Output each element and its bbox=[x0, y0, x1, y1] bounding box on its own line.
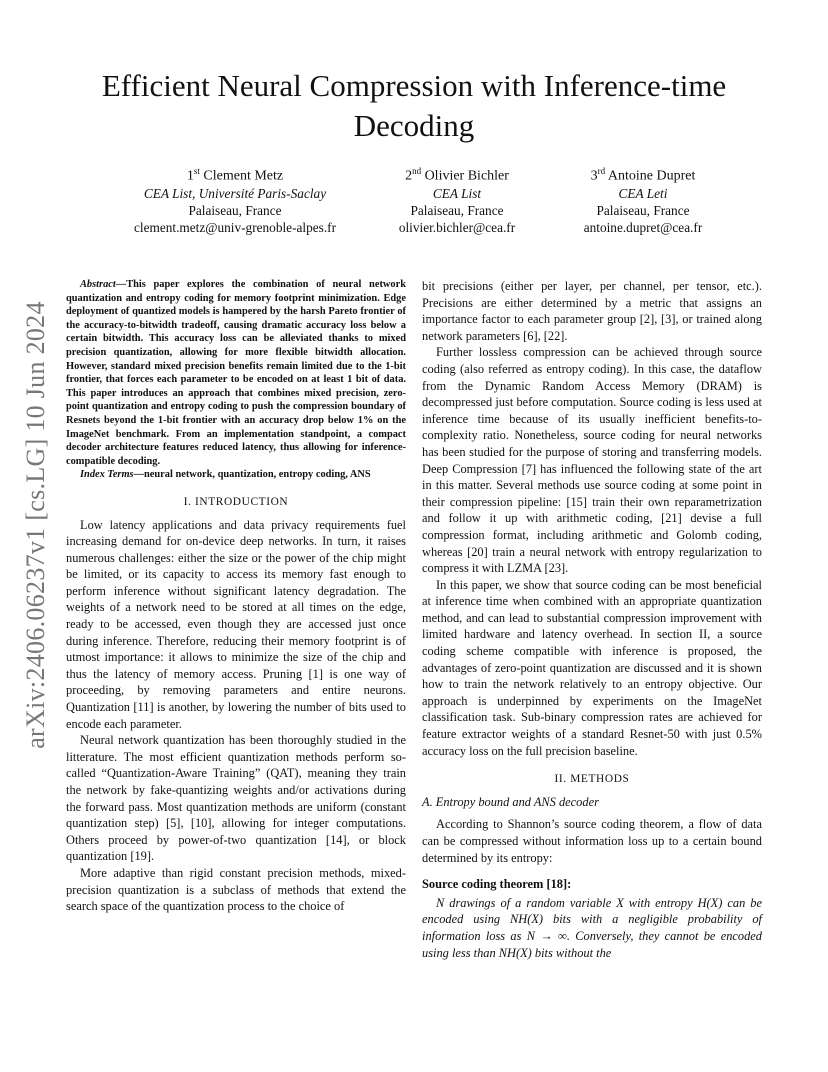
abstract bbox=[66, 278, 406, 468]
paragraph: More adaptive than rigid constant precision methods, mixed-precision quantization is a subclass of methods that extend the search space of the quantization process to the choice of bbox=[66, 865, 406, 914]
author-affiliation: CEA List, Université Paris-Saclay bbox=[143, 185, 327, 201]
index-terms-text: —neural network, quantization, entropy coding, ANS bbox=[133, 469, 371, 481]
author-ordinal: 2 bbox=[405, 168, 413, 184]
author-ordinal: 3 bbox=[590, 168, 598, 184]
theorem-title: Source coding theorem [18]: bbox=[422, 877, 572, 892]
author-ordinal-suffix: st bbox=[193, 166, 200, 176]
paragraph: bit precisions (either per layer, per channel, per tensor, etc.). Precisions are either determined by a metric that assigns an importance factor to each parameter group [2], [3], or trained along network parameters [6], [22]. bbox=[422, 279, 762, 343]
author-email: olivier.bichler@cea.fr bbox=[398, 219, 516, 235]
index-terms-label: Index Terms bbox=[80, 469, 134, 481]
author-name: Clement Metz bbox=[203, 168, 284, 184]
author-ordinal: 1 bbox=[186, 168, 194, 184]
left-column bbox=[66, 278, 406, 915]
paragraph: According to Shannon’s source coding theorem, a flow of data can be compressed without information loss up to a certain bound determined by its entropy: bbox=[422, 817, 762, 865]
author-ordinal-suffix: rd bbox=[597, 166, 606, 176]
paragraph: Neural network quantization has been thoroughly studied in the litterature. The most efficient quantization methods perform so-called “Quantization-Aware Training” (QAT), meaning they train the network by fake-quantizing weights and/or activations during the forward pass. Most quantization methods are uniform (constant quantization step) [5], [10], allowing for integer computations. Others proceed by power-of-two quantization [14], or block quantization [19]. bbox=[66, 733, 406, 864]
author-1 bbox=[120, 163, 350, 236]
theorem-text: N drawings of a random variable X with entropy H(X) can be encoded using NH(X) bits with a negligible probability of information loss as N → ∞. Conversely, they cannot be encoded using less than NH(X) bits without the bbox=[422, 895, 762, 960]
author-city: Palaiseau, France bbox=[596, 202, 690, 218]
index-terms bbox=[66, 468, 406, 482]
author-affiliation: CEA Leti bbox=[618, 185, 668, 201]
author-city: Palaiseau, France bbox=[188, 202, 282, 218]
author-ordinal-suffix: nd bbox=[412, 166, 422, 176]
paragraph: In this paper, we show that source coding can be most beneficial at inference time when combined with an appropriate quantization method, and can lead to substantial compression improvement with limited hardware and latency overhead. In section II, a source coding scheme compatible with inference is proposed, the advantages of zero-point quantization are discussed and it is shown how to train the network relatively to an entropy objective. Our approach is underpinned by experiments on the ImageNet classification task. Sub-binary compression rates are achieved for feature extractor weights of a standard Resnet-50 with just 0.5% accuracy loss on the full precision baseline. bbox=[422, 577, 762, 758]
section-heading-introduction: I. INTRODUCTION bbox=[183, 495, 289, 508]
author-3 bbox=[558, 163, 728, 236]
arxiv-identifier: arXiv:2406.06237v1 [cs.LG] 10 Jun 2024 bbox=[21, 301, 50, 749]
author-name: Antoine Dupret bbox=[607, 168, 696, 184]
author-email: antoine.dupret@cea.fr bbox=[583, 219, 703, 235]
section-heading-methods: II. METHODS bbox=[554, 773, 630, 786]
paragraph: Further lossless compression can be achieved through source coding (also referred as entropy coding). In this case, the dataflow from the Dynamic Random Access Memory (DRAM) is decompressed just before computation. Source coding is less used at inference time because of its usually inefficient benefits-to-complexity ratio. Nonetheless, source coding for neural networks has been studied for the purpose of storing and transferring models. Deep Compression [7] has influenced the following state of the art in this matter. Several methods use source coding at some point in their compression pipeline: [15] train their own reparametrization and follow it up with arithmetic coding, [21] devise a full compression format, including arithmetic and Golomb coding, whereas [20] train a neural network with entropy regularization to compress it with LZMA [23]. bbox=[422, 345, 762, 576]
subsection-heading: A. Entropy bound and ANS decoder bbox=[422, 794, 599, 809]
author-2 bbox=[372, 163, 542, 236]
paragraph: Low latency applications and data privacy requirements fuel increasing demand for on-device deep networks. In turn, it raises numerous challenges: either the size or the power of the chip might be limited, or its capacity to access its memory fast enough to perform inference without significant latency degradation. The weights of a network need to be stored at all times on the edge, ready to be accessed, even though they are accessed just once during inference. Therefore, reducing their memory footprint is of utmost importance: it allows to minimize the size of the chip and thus the latency of memory access. Pruning [1] is one way of proceeding, by removing parameters and entire neurons. Quantization [11] is another, by lowering the number of bits used to encode each parameter. bbox=[66, 517, 406, 731]
author-name: Olivier Bichler bbox=[424, 168, 509, 184]
author-affiliation: CEA List bbox=[432, 185, 482, 201]
abstract-label: Abstract bbox=[80, 279, 116, 290]
arxiv-sidebar bbox=[16, 290, 56, 760]
right-column bbox=[422, 278, 762, 961]
author-email: clement.metz@univ-grenoble-alpes.fr bbox=[133, 219, 336, 235]
abstract-text: —This paper explores the combination of neural network quantization and entropy coding for memory footprint minimization. Edge deployment of quantized models is hampered by the harsh Pareto frontier of the accuracy-to-bitwidth tradeoff, causing dramatic accuracy loss below a certain bitwidth. This accuracy loss can be alleviated thanks to mixed precision quantization, allowing for more flexible bitwidth allocation. However, standard mixed precision benefits remain limited due to the 1-bit frontier, that forces each parameter to be encoded on at least 1 bit of data. This paper introduces an approach that combines mixed precision, zero-point quantization and entropy coding to push the compression boundary of Resnets beyond the 1-bit frontier with an accuracy drop below 1% on the ImageNet benchmark. From an implementation standpoint, a compact decoder architecture features reduced latency, thus allowing for inference-compatible decoding. bbox=[66, 279, 406, 467]
author-city: Palaiseau, France bbox=[410, 202, 504, 218]
paper-title: Efficient Neural Compression with Inference-time Decoding bbox=[101, 68, 727, 143]
